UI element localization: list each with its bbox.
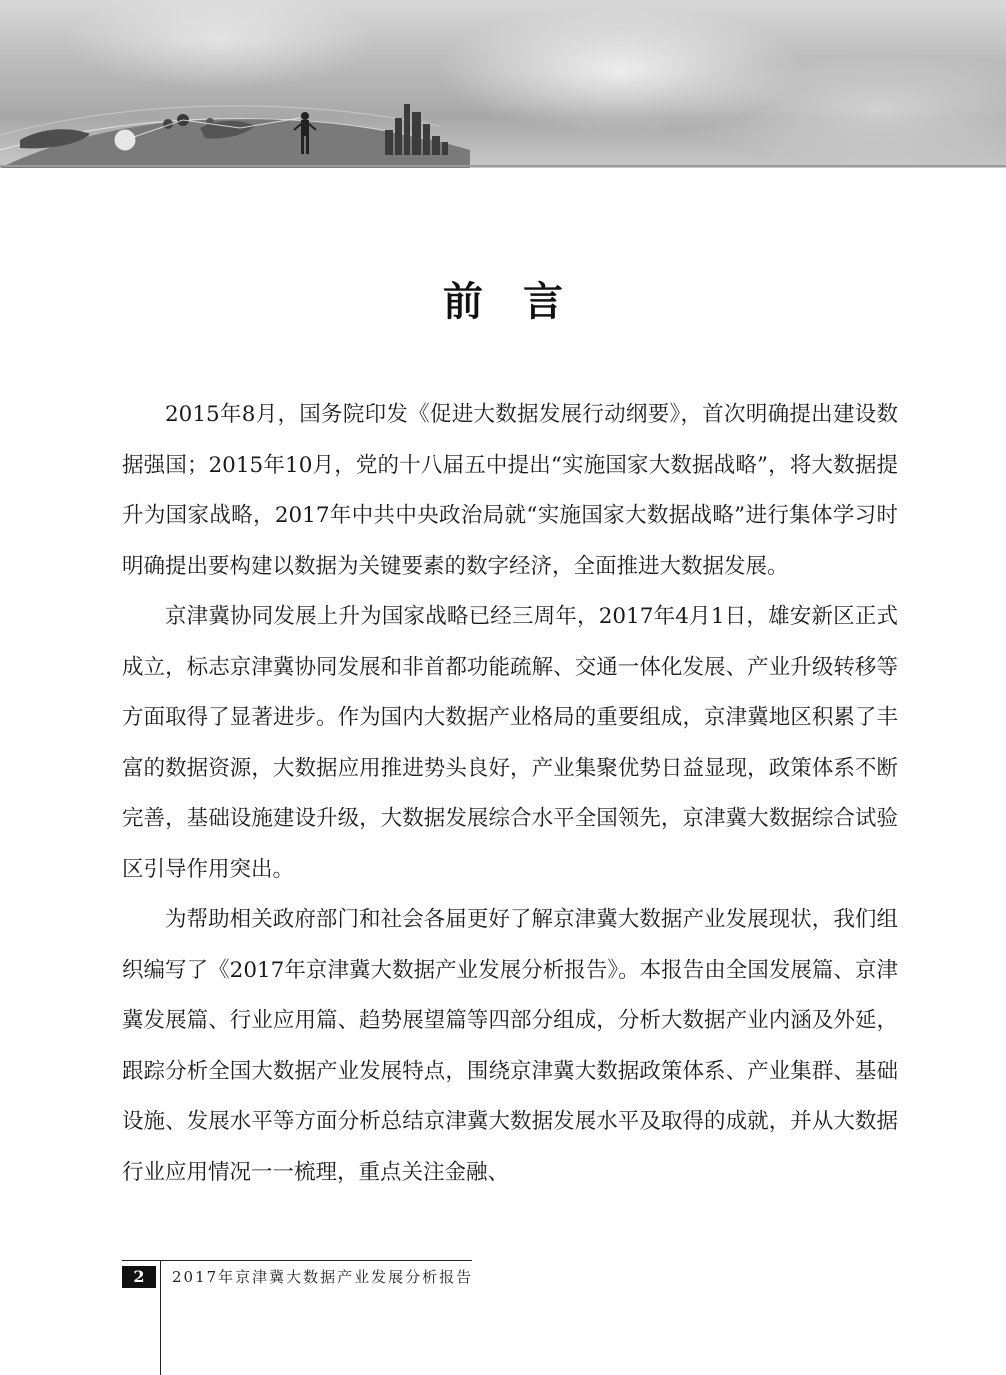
paragraph-1: 2015年8月，国务院印发《促进大数据发展行动纲要》，首次明确提出建设数据强国；2015年10月，党的十八届五中提出“实施国家大数据战略”，将大数据提升为国家战略，2017年中共中央政治局就“实施国家大数据战略”进行集体学习时明确提出要构建以数据为关键要素的数字经济，全面推进大数据发展。 — [122, 402, 898, 579]
page-number: 2 — [122, 1266, 156, 1288]
paragraph-2: 京津冀协同发展上升为国家战略已经三周年，2017年4月1日，雄安新区正式成立，标志京津冀协同发展和非首都功能疏解、交通一体化发展、产业升级转移等方面取得了显著进步。作为国内大数据产业格局的重要组成，京津冀地区积累了丰富的数据资源，大数据应用推进势头良好，产业集聚优势日益显现，政策体系不断完善，基础设施建设升级，大数据发展综合水平全国领先，京津冀大数据综合试验区引导作用突出。 — [122, 604, 898, 882]
footer-vertical-line — [160, 1261, 161, 1375]
running-footer-title: 2017年京津冀大数据产业发展分析报告 — [172, 1268, 474, 1286]
footer-rule — [122, 1260, 472, 1261]
page-title: 前言 — [443, 278, 603, 325]
body-text — [122, 390, 898, 1198]
banner-illustration — [0, 0, 1006, 168]
header-banner — [0, 0, 1006, 168]
paragraph-3: 为帮助相关政府部门和社会各届更好了解京津冀大数据产业发展现状，我们组织编写了《2017年京津冀大数据产业发展分析报告》。本报告由全国发展篇、京津冀发展篇、行业应用篇、趋势展望篇等四部分组成，分析大数据产业内涵及外延，跟踪分析全国大数据产业发展特点，围绕京津冀大数据政策体系、产业集群、基础设施、发展水平等方面分析总结京津冀大数据发展水平及取得的成就，并从大数据行业应用情况一一梳理，重点关注金融、 — [122, 907, 898, 1185]
glow-node — [206, 118, 214, 126]
